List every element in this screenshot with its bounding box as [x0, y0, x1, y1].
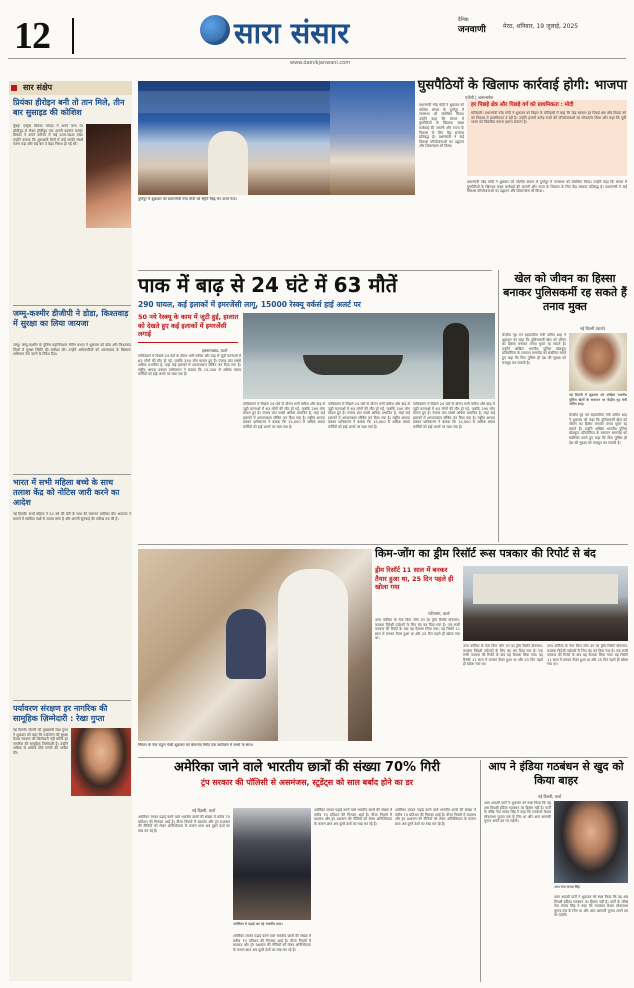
kim-pullquote: ड्रीम रिसॉर्ट 11 साल में बनकर तैयार हुआ था, 25 दिन पहले ही खोला गया [375, 566, 454, 591]
rahul-photo-child [226, 609, 266, 679]
modi-story-body: प्रधानमंत्री नरेंद्र मोदी ने शुक्रवार को पश्चिम बंगाल के दुर्गापुर में जनसभा को संबोधित किया। उन्होंने कहा कि बंगाल में घुसपैठियों के खिलाफ सख्त कार्रवाई की जाएगी और राज्य के विकास के लिए केंद्र सरकार प्रतिबद्ध है। प्रधानमंत्री ने कई विकास परियोजनाओं का उद्घाटन और शिलान्यास भी किया। [419, 103, 464, 149]
rekha-gupta-photo [71, 728, 131, 796]
section-divider [498, 270, 499, 542]
section-divider [138, 270, 492, 271]
kim-byline: प्योंगयांग, वार्ता [428, 611, 450, 616]
globe-logo-icon [200, 15, 230, 45]
us-subtitle: ट्रंप सरकार की पॉलिसी से असमंजस, स्टूडेंट्स को साल बर्बाद होने का डर [200, 778, 414, 787]
flood-body-col4: पाकिस्तान में पिछले 24 घंटों के दौरान भारी बारिश और बाढ़ से जुड़ी घटनाओं में 63 लोगों की मौत हो गई, जबकि 290 लोग घायल हुए हैं। पंजाब प्रांत सबसे अधिक प्रभावित है, जहां कई इलाकों में आपातकाल घोषित कर दिया गया है। राष्ट्रीय आपदा प्रबंधन प्राधिकरण ने बताया कि 15,000 से अधिक बचाव कर्मियों को हाई अलर्ट पर रखा गया है। [413, 402, 495, 429]
kim-photo [463, 566, 628, 641]
aap-photo-caption: आप नेता संजय सिंह [554, 885, 580, 889]
modi-story-body-cont: प्रधानमंत्री नरेंद्र मोदी ने शुक्रवार को पश्चिम बंगाल के दुर्गापुर में जनसभा को संबोधित किया। उन्होंने कहा कि बंगाल में घुसपैठियों के खिलाफ सख्त कार्रवाई की जाएगी और राज्य के विकास के लिए केंद्र सरकार प्रतिबद्ध है। प्रधानमंत्री ने कई विकास परियोजनाओं का उद्घाटन और शिलान्यास भी किया। [467, 180, 627, 194]
aap-body-col2: आम आदमी पार्टी ने शुक्रवार को स्पष्ट किया कि वह अब विपक्षी इंडिया गठबंधन का हिस्सा नहीं है। पार्टी के वरिष्ठ नेता संजय सिंह ने कहा कि गठबंधन केवल लोकसभा चुनाव तक के लिए था और आप आगामी चुनाव अपने दम पर लड़ेगी। [554, 895, 628, 918]
brief-2-body: जम्मू। जम्मू-कश्मीर के पुलिस महानिदेशक नलिन प्रभात ने शुक्रवार को डोडा और किश्तवाड़ जिलों में सुरक्षा स्थिति की समीक्षा की। उन्होंने अधिकारियों को आतंकवाद के खिलाफ अभियान तेज करने के निर्देश दिए। [13, 343, 131, 357]
aap-byline: नई दिल्ली, वार्ता [538, 794, 562, 799]
website: www.dainikjanwani.com [290, 60, 351, 66]
us-byline: नई दिल्ली, वार्ता [192, 808, 216, 813]
police-body-col2: केन्द्रीय गृह एवं सहकारिता मंत्री अमित शाह ने शुक्रवार को कहा कि पुलिसकर्मी खेल को जीवन का हिस्सा बनाकर तनाव मुक्त रह सकते हैं। उन्होंने अखिल भारतीय पुलिस खेलकूद प्रतियोगिता के समापन समारोह को संबोधित करते हुए कहा कि फिट पुलिस ही देश की सुरक्षा को मजबूत कर सकती है। [569, 413, 627, 445]
modi-photo-caption: दुर्गापुर में शुक्रवार को प्रधानमंत्री नरेंद्र मोदी को स्मृति चिह्न भेंट करते नेता। [138, 197, 237, 201]
sidebar-header-marker [11, 85, 17, 91]
flood-body-col3: पाकिस्तान में पिछले 24 घंटों के दौरान भारी बारिश और बाढ़ से जुड़ी घटनाओं में 63 लोगों की मौत हो गई, जबकि 290 लोग घायल हुए हैं। पंजाब प्रांत सबसे अधिक प्रभावित है, जहां कई इलाकों में आपातकाल घोषित कर दिया गया है। राष्ट्रीय आपदा प्रबंधन प्राधिकरण ने बताया कि 15,000 से अधिक बचाव कर्मियों को हाई अलर्ट पर रखा गया है। [328, 402, 410, 429]
brief-2-title: जम्मू-कश्मीर डीजीपी ने डोडा, किश्तवाड़ में सुरक्षा का लिया जायजा [13, 309, 129, 328]
modi-story-byline: एजेंसी | आसनसोल [465, 95, 494, 100]
page-number-divider [72, 18, 74, 54]
amit-shah-photo [569, 333, 627, 391]
modi-photo-figure [208, 131, 248, 195]
police-byline: नई दिल्ली (वार्ता) [580, 326, 606, 331]
us-body-col1: अमेरिका जाकर पढ़ाई करने वाले भारतीय छात्रों की संख्या में करीब 70 प्रतिशत की गिरावट आई है। वीजा नियमों में बदलाव और ट्रंप प्रशासन की नीतियों को लेकर अनिश्चितता के कारण छात्र अब दूसरे देशों का रुख कर रहे हैं। [138, 815, 230, 833]
paper-prefix: दैनिक [458, 17, 469, 23]
flood-pullquote: 50 नये रेस्क्यू के काम में जुटी हुई, हालात को देखते हुए कई इलाकों में इमरजेंसी लगाई [138, 313, 239, 338]
brief-divider [13, 305, 131, 306]
kim-title: किम-जोंग का ड्रीम रिसॉर्ट रूस पत्रकार की रिपोर्ट से बंद [375, 547, 596, 560]
flood-byline: इस्लामाबाद, वार्ता [202, 348, 228, 353]
rahul-photo-figure [278, 569, 348, 741]
paper-name: जनवाणी [458, 25, 486, 35]
brief-divider [13, 700, 131, 701]
flood-pullquote-rule [138, 342, 238, 343]
dateline: मेरठ, शनिवार, 19 जुलाई, 2025 [503, 23, 579, 30]
us-body-col4: अमेरिका जाकर पढ़ाई करने वाले भारतीय छात्रों की संख्या में करीब 70 प्रतिशत की गिरावट आई है। वीजा नियमों में बदलाव और ट्रंप प्रशासन की नीतियों को लेकर अनिश्चितता के कारण छात्र अब दूसरे देशों का रुख कर रहे हैं। [395, 808, 476, 826]
masthead-title: सारा संसार [234, 16, 350, 50]
page-number: 12 [14, 15, 50, 57]
modi-sidebox-title: हर पिछड़े क्षेत्र और पिछड़े वर्ग को प्राथमिकता : मोदी [471, 102, 574, 108]
brief-1-body: मुंबई। एक्ट्रेस प्रियंका चोपड़ा ने अपने जन्म पर बॉलीवुड से लेकर हॉलीवुड तक अपनी पहचान बनाई। प्रियंका ने अपने करियर में कई उतार-चढ़ाव देखे। उन्होंने बताया कि शुरुआती दिनों में उन्हें काफी संघर्ष करना पड़ा और कई बार वे बेहद निराश हो गई थीं। [13, 124, 83, 147]
police-body-col1: केन्द्रीय गृह एवं सहकारिता मंत्री अमित शाह ने शुक्रवार को कहा कि पुलिसकर्मी खेल को जीवन का हिस्सा बनाकर तनाव मुक्त रह सकते हैं। उन्होंने अखिल भारतीय पुलिस खेलकूद प्रतियोगिता के समापन समारोह को संबोधित करते हुए कहा कि फिट पुलिस ही देश की सुरक्षा को मजबूत कर सकती है। [502, 333, 566, 365]
section-divider [138, 544, 628, 545]
rahul-photo-caption: सिवान के नेता राहुल गांधी शुक्रवार को बोधगया स्थित एक कार्यक्रम में बच्चों के साथ। [138, 743, 254, 747]
us-body-col2: अमेरिका जाकर पढ़ाई करने वाले भारतीय छात्रों की संख्या में करीब 70 प्रतिशत की गिरावट आई है। वीजा नियमों में बदलाव और ट्रंप प्रशासन की नीतियों को लेकर अनिश्चितता के कारण छात्र अब दूसरे देशों का रुख कर रहे हैं। [233, 934, 311, 952]
kim-body-col3: उत्तर कोरिया के नेता किम जोंग उन का ड्रीम रिसॉर्ट वोनसान-कालमा विदेशी पर्यटकों के लिए बंद कर दिया गया है। एक रूसी पत्रकार की रिपोर्ट के बाद यह फैसला लिया गया। यह रिसॉर्ट 11 साल में बनकर तैयार हुआ था और 25 दिन पहले ही खोला गया था। [547, 644, 628, 667]
sidebar-header-label: सार संक्षेप [23, 83, 53, 92]
aap-photo [554, 801, 628, 883]
flood-photo [243, 313, 495, 399]
section-divider [138, 757, 628, 758]
police-photo-caption: नई दिल्ली में शुक्रवार को अखिल भारतीय पुलिस खेलों के समापन पर केंद्रीय गृह मंत्री अमित शाह। [569, 393, 627, 407]
flood-body-col1: पाकिस्तान में पिछले 24 घंटों के दौरान भारी बारिश और बाढ़ से जुड़ी घटनाओं में 63 लोगों की मौत हो गई, जबकि 290 लोग घायल हुए हैं। पंजाब प्रांत सबसे अधिक प्रभावित है, जहां कई इलाकों में आपातकाल घोषित कर दिया गया है। राष्ट्रीय आपदा प्रबंधन प्राधिकरण ने बताया कि 15,000 से अधिक बचाव कर्मियों को हाई अलर्ट पर रखा गया है। [138, 354, 241, 377]
us-photo [233, 808, 311, 920]
brief-divider [13, 474, 131, 475]
brief-1-title: प्रियंका हीरोइन बनी तो तान मिले, तीन बार सुसाइड की कोशिश [13, 98, 125, 117]
modi-photo-2 [330, 81, 415, 195]
rahul-photo [138, 549, 372, 741]
us-body-col3: अमेरिका जाकर पढ़ाई करने वाले भारतीय छात्रों की संख्या में करीब 70 प्रतिशत की गिरावट आई है। वीजा नियमों में बदलाव और ट्रंप प्रशासन की नीतियों को लेकर अनिश्चितता के कारण छात्र अब दूसरे देशों का रुख कर रहे हैं। [314, 808, 392, 826]
masthead-rule [8, 58, 626, 59]
flood-title: पाक में बाढ़ से 24 घंटे में 63 मौतें [138, 273, 398, 297]
priyanka-photo [86, 124, 131, 228]
us-title: अमेरिका जाने वाले भारतीय छात्रों की संख्या 70% गिरी [174, 760, 440, 775]
aap-body-col1: आम आदमी पार्टी ने शुक्रवार को स्पष्ट किया कि वह अब विपक्षी इंडिया गठबंधन का हिस्सा नहीं है। पार्टी के वरिष्ठ नेता संजय सिंह ने कहा कि गठबंधन केवल लोकसभा चुनाव तक के लिए था और आप आगामी चुनाव अपने दम पर लड़ेगी। [484, 801, 551, 824]
flood-photo-boat [303, 355, 403, 375]
flood-subtitle: 290 घायल, कई इलाकों में इमरजेंसी लागू, 15000 रेस्क्यू वर्कर्स हाई अलर्ट पर [138, 300, 361, 309]
kim-body-col1: उत्तर कोरिया के नेता किम जोंग उन का ड्रीम रिसॉर्ट वोनसान-कालमा विदेशी पर्यटकों के लिए बंद कर दिया गया है। एक रूसी पत्रकार की रिपोर्ट के बाद यह फैसला लिया गया। यह रिसॉर्ट 11 साल में बनकर तैयार हुआ था और 25 दिन पहले ही खोला गया था। [375, 618, 460, 641]
brief-4-body: नई दिल्ली। दिल्ली की मुख्यमंत्री रेखा गुप्ता ने शुक्रवार को कहा कि पर्यावरण की सुरक्षा केवल सरकार की जिम्मेदारी नहीं बल्कि हर नागरिक की सामूहिक जिम्मेदारी है। उन्होंने अधिक से अधिक पौधे लगाने की अपील की। [13, 728, 68, 755]
section-divider [480, 760, 481, 982]
modi-photo [138, 81, 330, 195]
kim-photo-building [473, 574, 618, 604]
kim-body-col2: उत्तर कोरिया के नेता किम जोंग उन का ड्रीम रिसॉर्ट वोनसान-कालमा विदेशी पर्यटकों के लिए बंद कर दिया गया है। एक रूसी पत्रकार की रिपोर्ट के बाद यह फैसला लिया गया। यह रिसॉर्ट 11 साल में बनकर तैयार हुआ था और 25 दिन पहले ही खोला गया था। [463, 644, 543, 667]
sidebar-header [9, 81, 132, 95]
brief-3-title: भारत में सभी महिला बच्चे के साथ तलाश केंद्र को नोटिस जारी करने का आदेश [13, 478, 120, 507]
flood-body-col2: पाकिस्तान में पिछले 24 घंटों के दौरान भारी बारिश और बाढ़ से जुड़ी घटनाओं में 63 लोगों की मौत हो गई, जबकि 290 लोग घायल हुए हैं। पंजाब प्रांत सबसे अधिक प्रभावित है, जहां कई इलाकों में आपातकाल घोषित कर दिया गया है। राष्ट्रीय आपदा प्रबंधन प्राधिकरण ने बताया कि 15,000 से अधिक बचाव कर्मियों को हाई अलर्ट पर रखा गया है। [243, 402, 325, 429]
modi-sidebox-body: मोतिहारी। प्रधानमंत्री नरेंद्र मोदी ने शुक्रवार को बिहार के मोतिहारी में कहा कि केंद्र सरकार हर पिछड़े क्षेत्र और पिछड़े वर्ग को विकास में प्राथमिकता दे रही है। उन्होंने हजारों करोड़ रुपये की परियोजनाओं का लोकार्पण किया और कहा कि पूर्वी भारत को विकसित बनाना हमारा संकल्प है। [471, 111, 626, 125]
aap-title: आप ने इंडिया गठबंधन से खुद को किया बाहर [488, 760, 624, 787]
brief-4-title: पर्यावरण संरक्षण हर नागरिक की सामूहिक ज़िम्मेदारी : रेखा गुप्ता [13, 704, 108, 723]
modi-story-title: घुसपैठियों के खिलाफ कार्रवाई होगी: भाजपा [417, 78, 627, 93]
police-title: खेल को जीवन का हिस्सा बनाकर पुलिसकर्मी रह सकते हैं तनाव मुक्त [503, 272, 627, 313]
us-photo-caption: अमेरिका में पढ़ाई कर रहे भारतीय छात्र। [233, 922, 283, 926]
brief-3-body: नई दिल्ली। सभी महिला ने 22 वर्ष की बेटी के साथ की जमानत याचिका की। अदालत ने मामले में संबंधित पक्षों से जवाब मांगा है और अगली सुनवाई की तारीख तय की है। [13, 512, 131, 521]
modi-photo-banner [138, 91, 330, 113]
flood-photo-person [443, 323, 469, 399]
